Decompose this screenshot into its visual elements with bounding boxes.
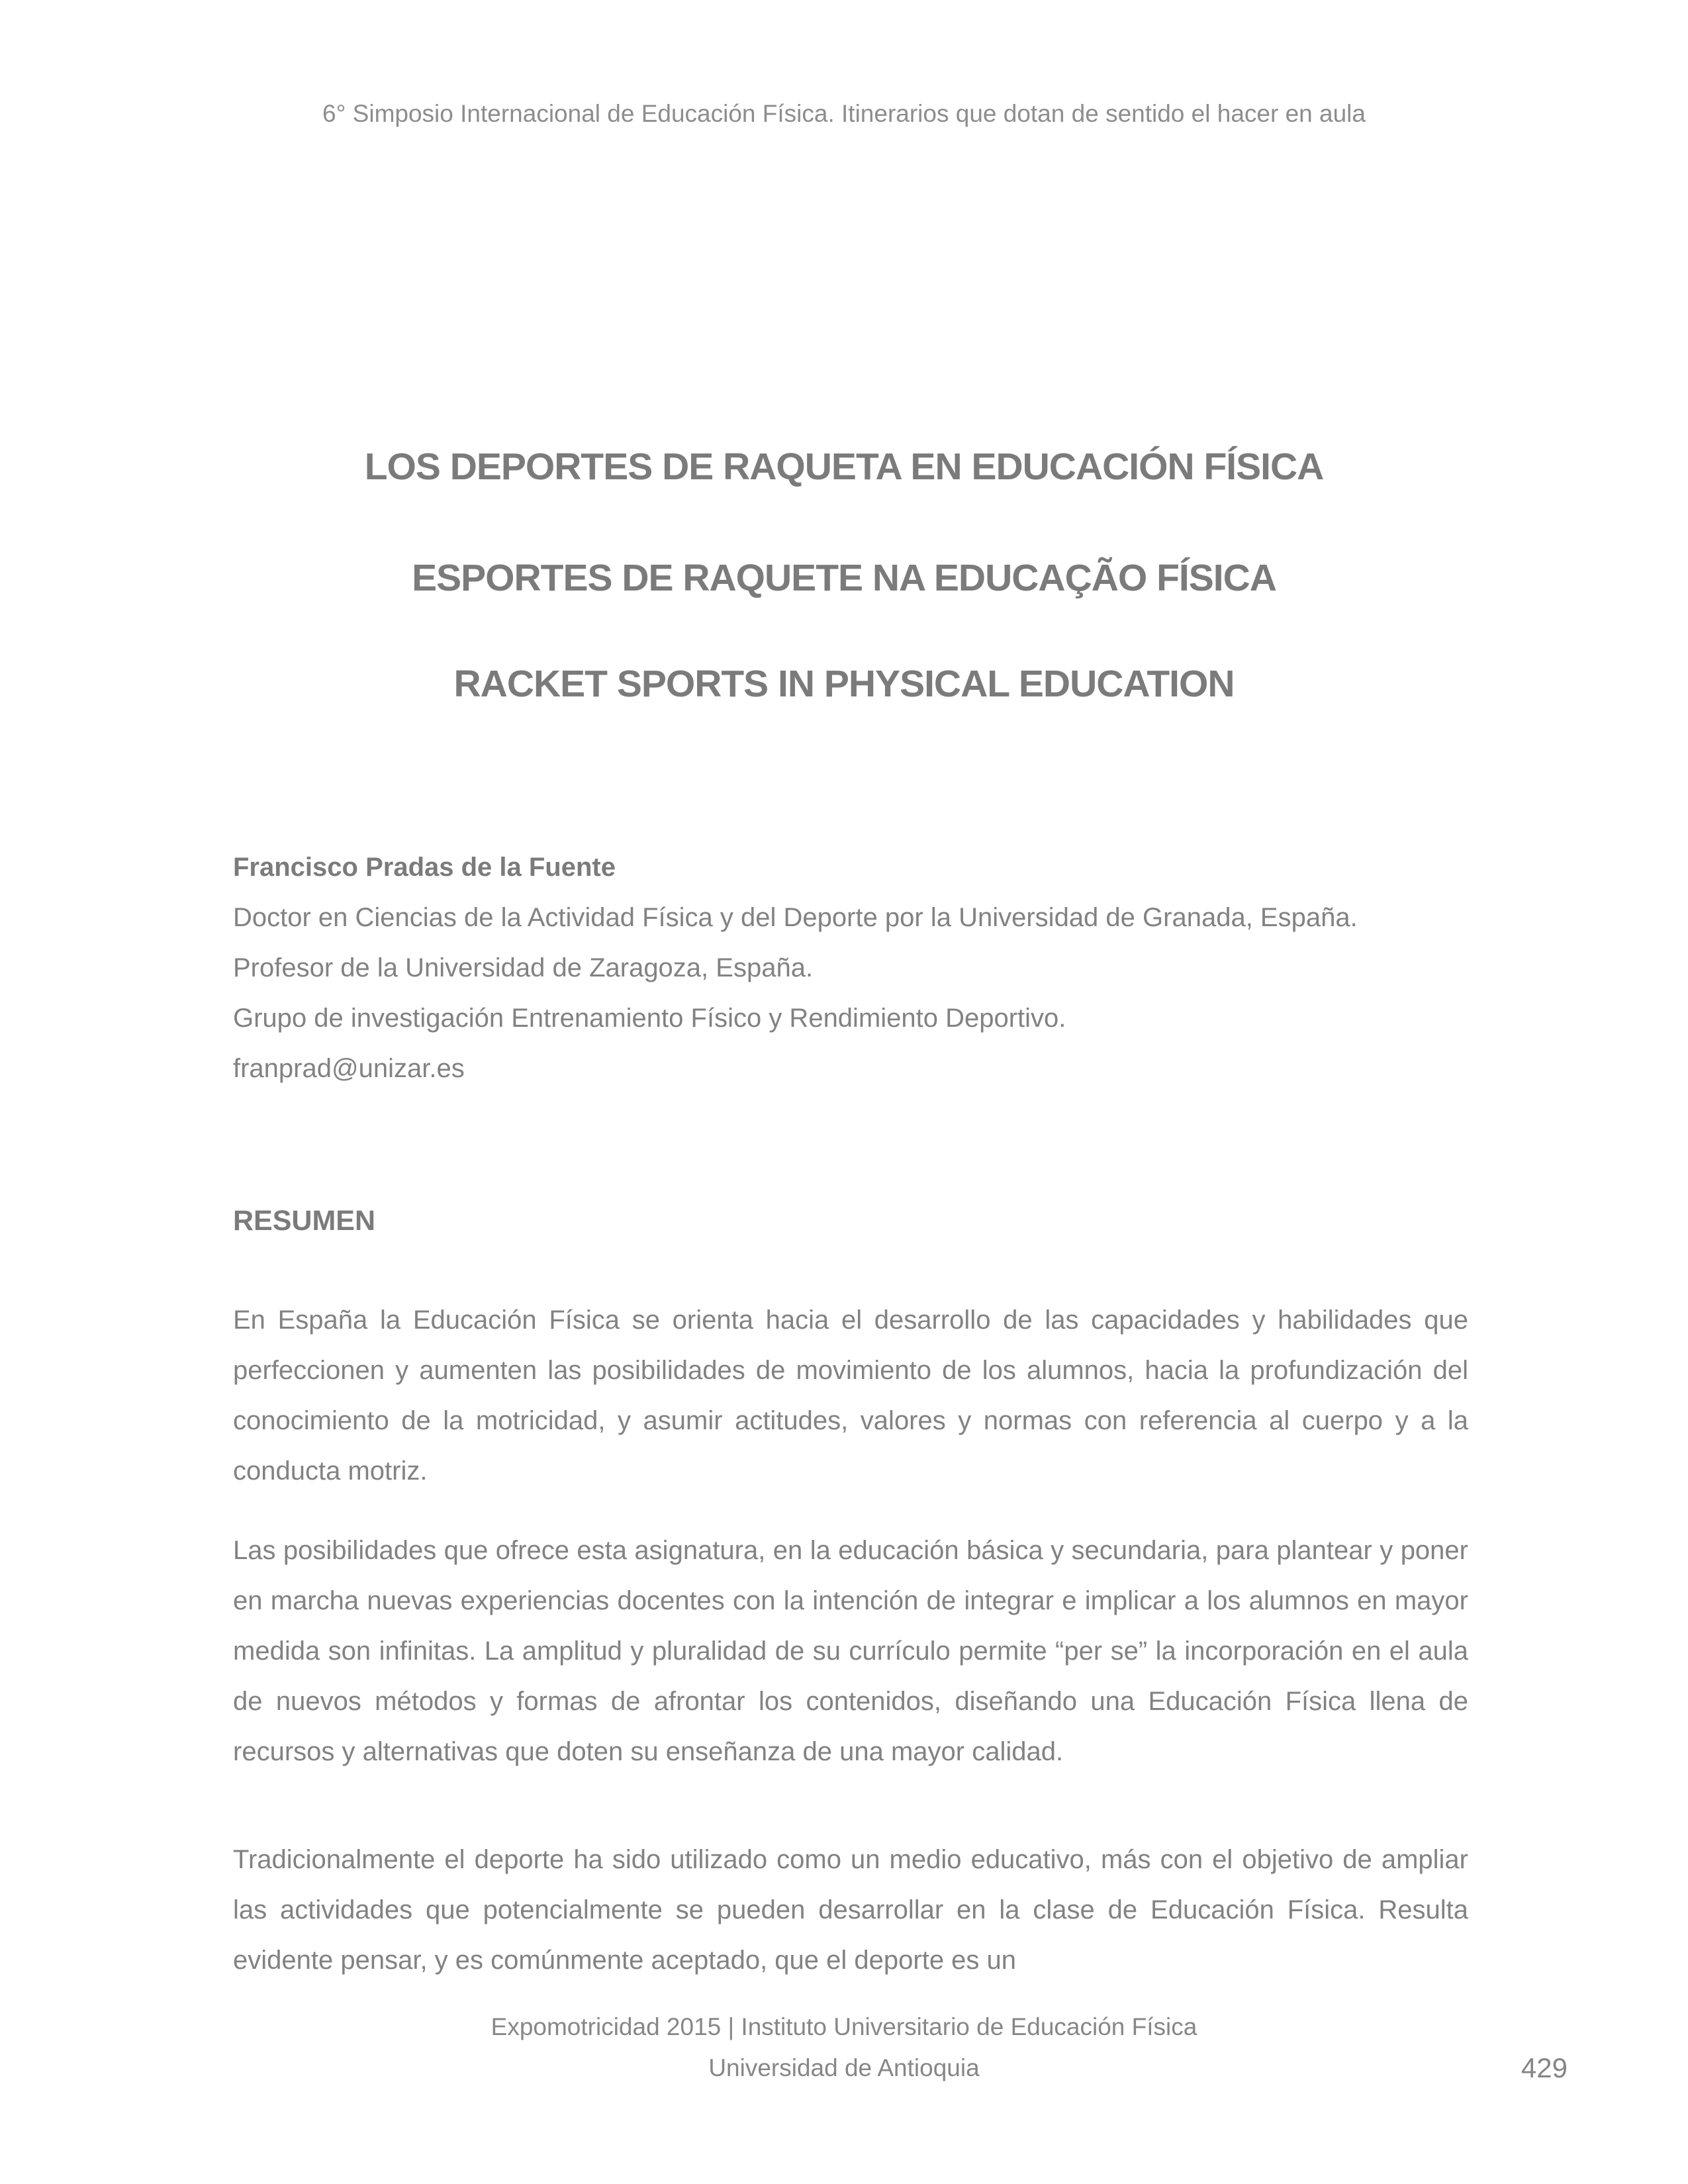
running-header: 6° Simposio Internacional de Educación Física. Itinerarios que dotan de sentido el hacer en aula (322, 100, 1366, 127)
abstract-paragraph: Tradicionalmente el deporte ha sido utilizado como un medio educativo, más con el objetivo de ampliar las actividades que potencialmente se pueden desarrollar en la clase de Educación Física. Resulta evidente pensar, y es comúnmente aceptado, que el deporte es un (233, 1845, 1468, 1975)
footer-conference: Expomotricidad 2015 | Instituto Universitario de Educación Física (491, 2013, 1197, 2040)
author-block (233, 842, 1468, 1094)
footer-university: Universidad de Antioquia (708, 2054, 980, 2081)
abstract-heading: RESUMEN (233, 1205, 376, 1237)
title-english: RACKET SPORTS IN PHYSICAL EDUCATION (453, 663, 1235, 705)
abstract-paragraph: En España la Educación Física se orienta hacia el desarrollo de las capacidades y habilidades que perfeccionen y aumenten las posibilidades de movimiento de los alumnos, hacia la profundización del conocimiento de la motricidad, y asumir actitudes, valores y normas con referencia al cuerpo y a la conducta motriz. (233, 1306, 1468, 1486)
page-number: 429 (1521, 2052, 1568, 2083)
author-position: Profesor de la Universidad de Zaragoza, España. (233, 953, 814, 982)
title-portuguese: ESPORTES DE RAQUETE NA EDUCAÇÃO FÍSICA (412, 557, 1276, 599)
abstract-paragraph: Las posibilidades que ofrece esta asignatura, en la educación básica y secundaria, para plantear y poner en marcha nuevas experiencias docentes con la intención de integrar e implicar a los alumnos en mayor medida son infinitas. La amplitud y pluralidad de su currículo permite “per se” la incorporación en el aula de nuevos métodos y formas de afrontar los contenidos, diseñando una Educación Física llena de recursos y alternativas que doten su enseñanza de una mayor calidad. (233, 1536, 1468, 1766)
title-spanish: LOS DEPORTES DE RAQUETA EN EDUCACIÓN FÍSICA (364, 446, 1324, 488)
author-email: franprad@unizar.es (233, 1054, 465, 1083)
author-research-group: Grupo de investigación Entrenamiento Físico y Rendimiento Deportivo. (233, 1004, 1066, 1033)
author-degree: Doctor en Ciencias de la Actividad Física y del Deporte por la Universidad de Granada, España. (233, 903, 1358, 932)
author-name: Francisco Pradas de la Fuente (233, 853, 616, 882)
